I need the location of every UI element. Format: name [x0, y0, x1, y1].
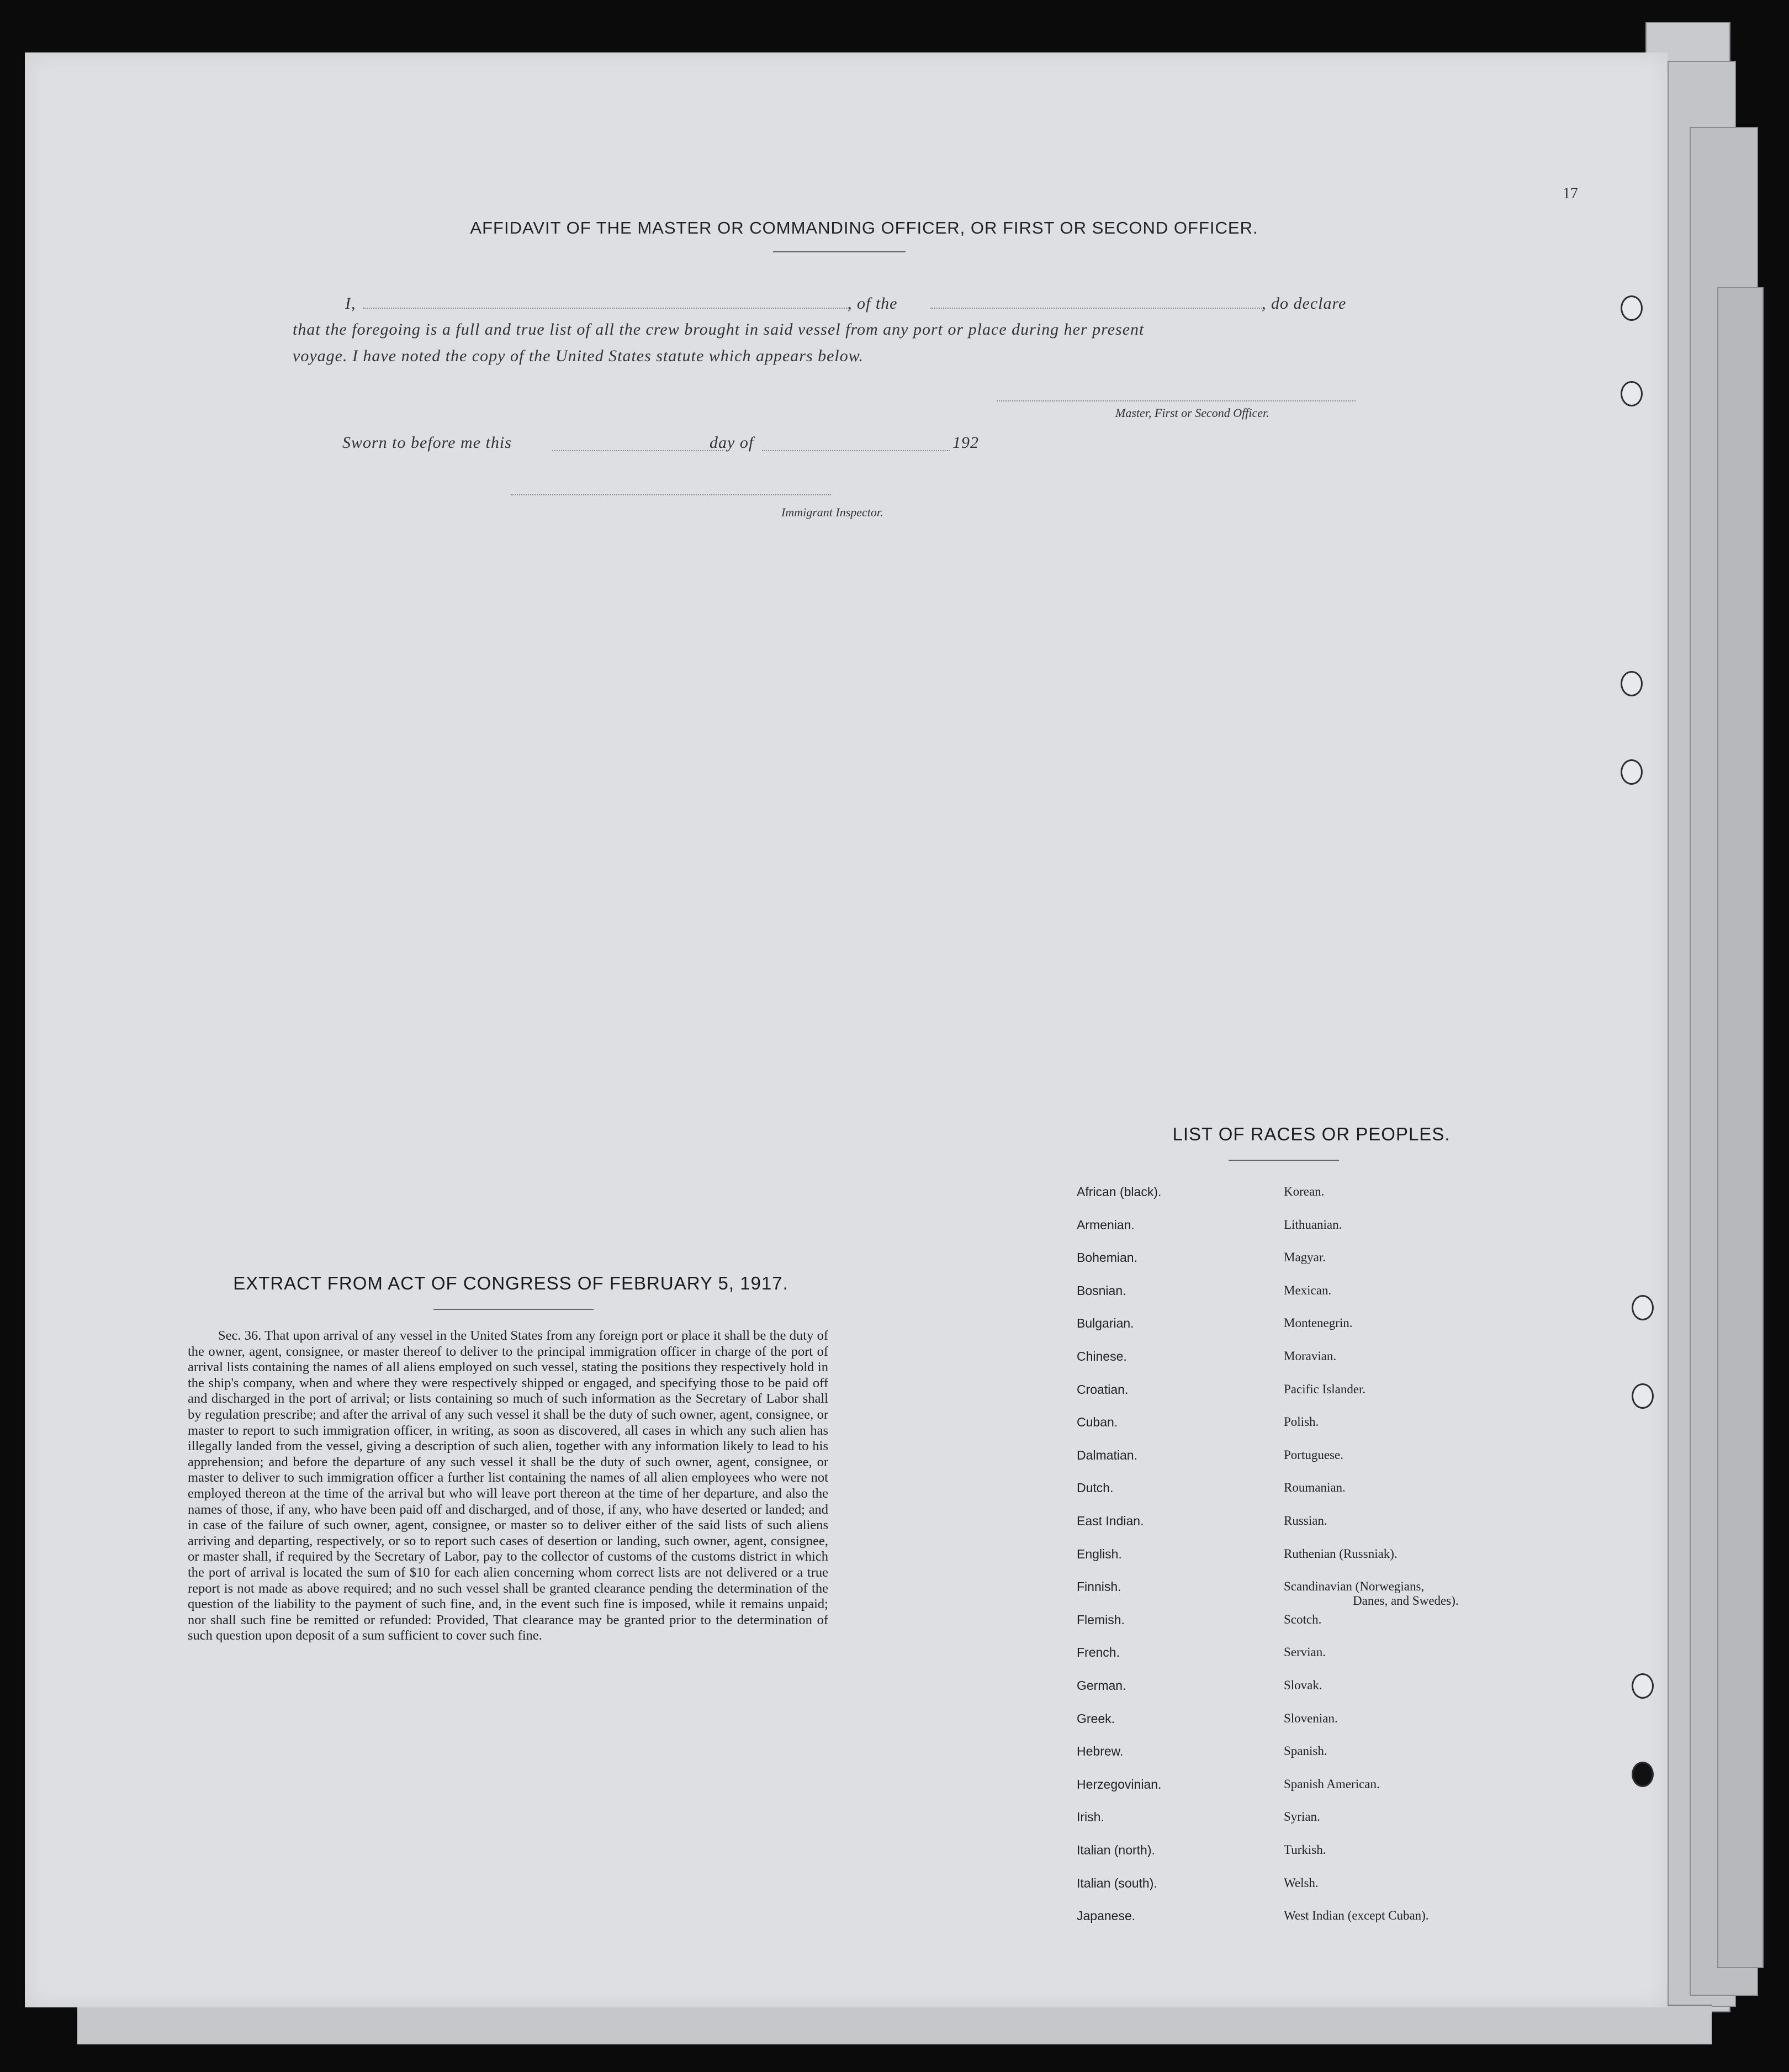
race-item: Flemish.	[1077, 1612, 1125, 1627]
race-item: East Indian.	[1077, 1514, 1144, 1528]
race-item: Servian.	[1284, 1645, 1326, 1659]
race-item: Bosnian.	[1077, 1283, 1126, 1298]
page-stack-bottom	[77, 2005, 1712, 2044]
signature-caption: Master, First or Second Officer.	[1115, 406, 1269, 420]
inspector-blank[interactable]	[511, 494, 831, 495]
binder-hole	[1621, 671, 1643, 696]
document-page	[25, 52, 1668, 2007]
binder-hole	[1632, 1673, 1654, 1699]
race-item: Bohemian.	[1077, 1250, 1137, 1265]
race-item: Herzegovinian.	[1077, 1777, 1162, 1791]
race-item: Polish.	[1284, 1415, 1319, 1429]
affidavit-i-label: I,	[345, 294, 356, 313]
race-item: Greek.	[1077, 1711, 1115, 1726]
affidavit-title: AFFIDAVIT OF THE MASTER OR COMMANDING OFFICER, OR FIRST OR SECOND OFFICER.	[470, 218, 1258, 237]
vessel-blank[interactable]	[930, 308, 1264, 309]
binder-hole	[1621, 381, 1643, 406]
race-item: Syrian.	[1284, 1810, 1320, 1824]
race-item: Portuguese.	[1284, 1447, 1343, 1462]
race-item: Chinese.	[1077, 1349, 1127, 1363]
affidavit-line-3: voyage. I have noted the copy of the United States statute which appears below.	[293, 347, 864, 365]
races-title: LIST OF RACES OR PEOPLES.	[1172, 1124, 1451, 1144]
signature-blank[interactable]	[997, 400, 1356, 401]
day-of-label: day of	[710, 434, 754, 452]
binder-hole	[1621, 295, 1643, 321]
race-item: Spanish.	[1284, 1744, 1327, 1758]
binder-hole	[1632, 1383, 1654, 1409]
race-item: Finnish.	[1077, 1579, 1121, 1594]
race-item: Lithuanian.	[1284, 1217, 1342, 1231]
race-item: Cuban.	[1077, 1415, 1118, 1430]
title-rule	[773, 251, 906, 252]
race-item: Russian.	[1284, 1514, 1327, 1527]
extract-rule	[433, 1309, 594, 1310]
margin-mark: 17	[1563, 185, 1578, 202]
race-item: Slovenian.	[1284, 1711, 1338, 1725]
race-item: Irish.	[1077, 1810, 1104, 1825]
race-item: English.	[1077, 1546, 1122, 1561]
race-item: African (black).	[1077, 1185, 1162, 1199]
race-item: Korean.	[1284, 1185, 1325, 1198]
inspector-caption: Immigrant Inspector.	[781, 505, 883, 519]
binder-hole	[1632, 1295, 1654, 1320]
sworn-label: Sworn to before me this	[342, 434, 512, 452]
race-item: Armenian.	[1077, 1217, 1135, 1232]
race-item: Ruthenian (Russniak).	[1284, 1546, 1398, 1561]
race-item: Scotch.	[1284, 1612, 1322, 1626]
race-item: Moravian.	[1284, 1349, 1337, 1363]
race-item: Bulgarian.	[1077, 1316, 1134, 1331]
year-label: 192	[952, 434, 979, 452]
race-item: Hebrew.	[1077, 1744, 1124, 1759]
race-item: Pacific Islander.	[1284, 1382, 1366, 1396]
race-item: Roumanian.	[1284, 1481, 1346, 1495]
affidavit-do-declare: , do declare	[1262, 294, 1347, 313]
affidavit-of-the: , of the	[848, 294, 898, 313]
race-item: Dalmatian.	[1077, 1447, 1137, 1462]
race-item: Scandinavian (Norwegians,	[1284, 1579, 1425, 1594]
race-item: Montenegrin.	[1284, 1316, 1353, 1330]
race-item: Spanish American.	[1284, 1777, 1380, 1791]
name-blank[interactable]	[363, 308, 849, 309]
race-item: Slovak.	[1284, 1678, 1322, 1692]
race-item: Turkish.	[1284, 1843, 1326, 1857]
affidavit-line-2: that the foregoing is a full and true list of all the crew brought in said vessel from any port or place during her present	[293, 320, 1145, 339]
race-item: Italian (north).	[1077, 1843, 1155, 1857]
binder-hole	[1621, 759, 1643, 785]
race-item: Japanese.	[1077, 1909, 1136, 1923]
race-item: Italian (south).	[1077, 1875, 1157, 1890]
binder-hole	[1632, 1762, 1654, 1787]
page-stack-edge	[1717, 287, 1764, 1968]
race-item: West Indian (except Cuban).	[1284, 1909, 1429, 1923]
race-item: Dutch.	[1077, 1481, 1114, 1495]
day-blank[interactable]	[552, 450, 723, 451]
extract-title: EXTRACT FROM ACT OF CONGRESS OF FEBRUARY 5, 1917.	[233, 1273, 788, 1293]
race-item: French.	[1077, 1645, 1120, 1660]
race-item: Mexican.	[1284, 1283, 1332, 1297]
race-item: Croatian.	[1077, 1382, 1129, 1397]
races-rule	[1229, 1160, 1339, 1161]
extract-body: Sec. 36. That upon arrival of any vessel in the United States from any foreign port or place it shall be the duty of the owner, agent, consignee, or master thereof to deliver to the principal immigration officer in charge of the port of arrival lists containing the names of all aliens employed on such vessel, stating the positions they respectively hold in the ship's company, when and where they were respectively shipped or engaged, and specifying those to be paid off and discharged in the port of arrival; or lists containing so much of such information as the Secretary of Labor shall by regulation prescribe; and after the arrival of any such vessel it shall be the duty of such owner, agent, consignee, or master to report to such immigration officer, in writing, as soon as discovered, all cases in which any such alien has illegally landed from the vessel, giving a description of such alien, together with any information likely to lead to his apprehension; and before the departure of any such vessel it shall be the duty of such owner, agent, consignee, or master to deliver to such immigration officer a further list containing the names of all alien employees who were not employed thereon at the time of the arrival but who will leave port thereon at the time of her departure, and also the names of those, if any, who have been paid off and discharged, and of those, if any, who have deserted or landed; and in case of the failure of such owner, agent, consignee, or master so to deliver either of the said lists of such aliens arriving and departing, respectively, or so to report such cases of desertion or landing, such owner, agent, consignee, or master shall, if required by the Secretary of Labor, pay to the collector of customs of the customs district in which the port of arrival is located the sum of $10 for each alien concerning whom correct lists are not delivered or a true report is not made as above required; and no such vessel shall be granted clearance pending the determination of the question of the liability to the payment of such fine, and, in the event such fine is imposed, while it remains unpaid; nor shall such fine be remitted or refunded: Provided, That clearance may be granted prior to the determination of such question upon deposit of a sum sufficient to cover such fine.	[188, 1328, 828, 1643]
race-item: Welsh.	[1284, 1875, 1319, 1890]
month-blank[interactable]	[762, 450, 950, 451]
race-item: Magyar.	[1284, 1250, 1326, 1265]
race-item: Danes, and Swedes).	[1353, 1594, 1459, 1608]
race-item: German.	[1077, 1678, 1126, 1693]
